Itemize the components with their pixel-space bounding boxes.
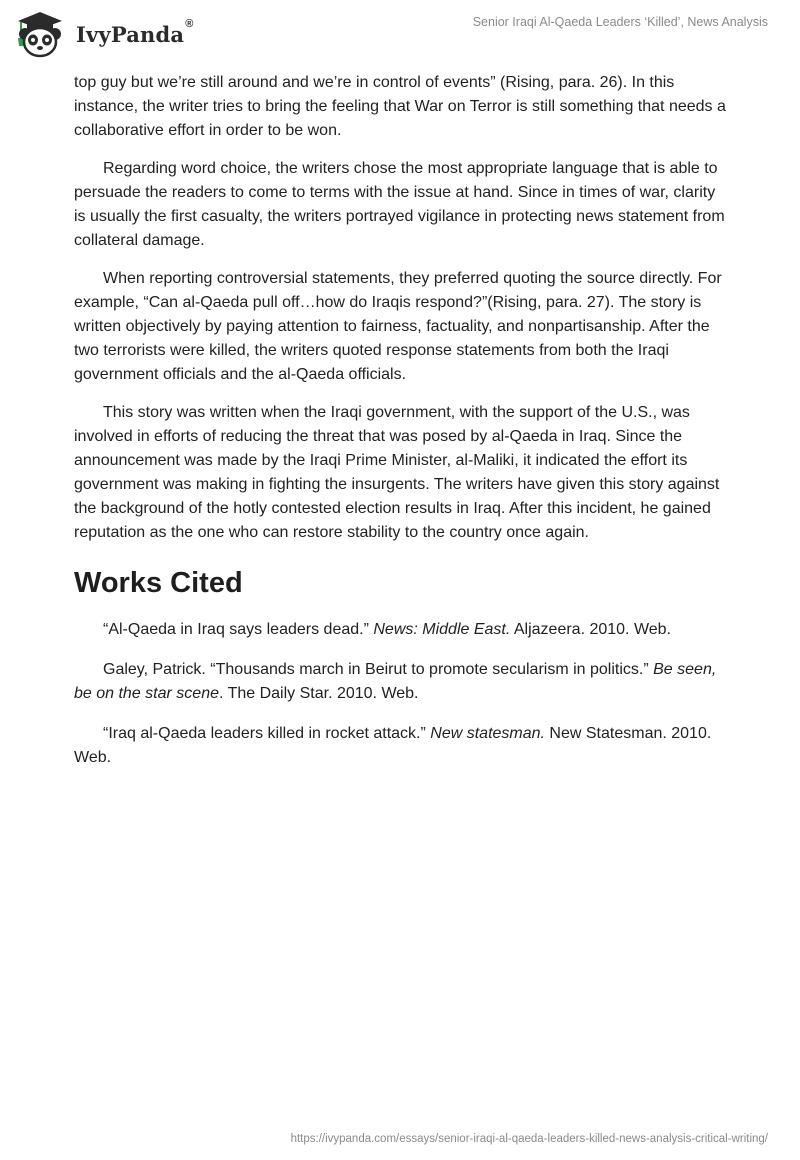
essay-content <box>74 71 726 786</box>
citation-text: Aljazeera. 2010. Web. <box>510 621 671 638</box>
citation-text: “Iraq al-Qaeda leaders killed in rocket attack.” <box>103 725 431 742</box>
citation-text: Galey, Patrick. “Thousands march in Beirut to promote secularism in politics.” <box>103 661 654 678</box>
ivypanda-logo[interactable] <box>14 8 194 58</box>
citation-entry <box>74 722 726 770</box>
body-paragraph: This story was written when the Iraqi government, with the support of the U.S., was involved in efforts of reducing the threat that was posed by al-Qaeda in Iraq. Since the announcement was made by the Iraqi Prime Minister, al-Maliki, it indicated the effort its government was making in fighting the insurgents. The writers have given this story against the background of the hotly contested election results in Iraq. After this incident, he gained reputation as the one who can restore stability to the country once again. <box>74 404 720 541</box>
source-url-link[interactable]: https://ivypanda.com/essays/senior-iraqi-al-qaeda-leaders-killed-news-analysis-critical-writing/ <box>290 1133 768 1145</box>
body-paragraph: Regarding word choice, the writers chose the most appropriate language that is able to persuade the readers to come to terms with the issue at hand. Since in times of war, clarity is usually the first casualty, the writers portrayed vigilance in protecting news statement from collateral damage. <box>74 160 725 249</box>
document-title: Senior Iraqi Al-Qaeda Leaders ‘Killed’, News Analysis <box>472 15 768 29</box>
citation-source-title: New statesman. <box>430 725 545 742</box>
citation-entry <box>74 618 726 642</box>
works-cited-heading: Works Cited <box>74 567 243 599</box>
brand-name: IvyPanda® <box>76 17 194 47</box>
citation-text: New Statesman. 2010. Web. <box>74 725 712 766</box>
body-paragraph: When reporting controversial statements, they preferred quoting the source directly. For example, “Can al-Qaeda pull off…how do Iraqis respond?”(Rising, para. 27). The story is written objectively by paying attention to fairness, factuality, and nonpartisanship. After the two terrorists were killed, the writers quoted response statements from both the Iraqi government officials and the al-Qaeda officials. <box>74 270 722 383</box>
panda-graduate-logo-icon <box>14 8 66 58</box>
citation-text: “Al-Qaeda in Iraq says leaders dead.” <box>103 621 374 638</box>
citation-text: . The Daily Star. 2010. Web. <box>218 685 419 702</box>
citation-source-title: Be seen, be on the star scene <box>74 661 717 702</box>
registered-mark: ® <box>185 17 194 30</box>
citation-entry <box>74 658 726 706</box>
body-paragraph: top guy but we’re still around and we’re in control of events” (Rising, para. 26). In this instance, the writer tries to bring the feeling that War on Terror is still something that needs a collaborative effort in order to be won. <box>74 74 726 139</box>
page-header <box>0 0 800 64</box>
citation-source-title: News: Middle East. <box>373 621 511 638</box>
